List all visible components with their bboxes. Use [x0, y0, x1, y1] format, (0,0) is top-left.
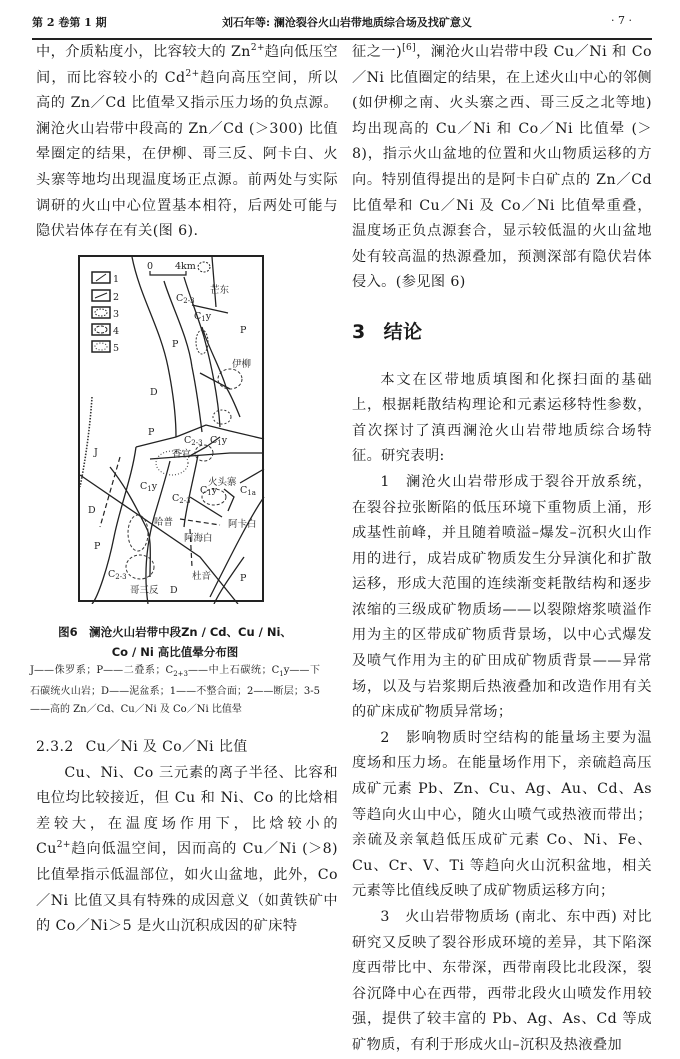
stratum-label: P [94, 541, 101, 552]
superscript: 2+ [250, 43, 265, 53]
subscript: 2+3 [173, 670, 188, 678]
stratum-label: $C_{2-3}$ [172, 493, 191, 505]
legend-number: 5 [113, 343, 120, 354]
halo-symbol-5 [95, 343, 107, 350]
place-name: 火头寨 [208, 477, 237, 488]
stratum-label: $C_{2-3}$ [184, 435, 203, 447]
legend-text-run: ——中上石碳统；C [188, 665, 280, 676]
contact-line [132, 257, 176, 437]
contact-line [210, 497, 264, 597]
stratum-label: $C_{1a}$ [240, 485, 256, 497]
caption-line-1: 图6 澜沧火山岩带中段Zn / Cd、Cu / Ni、 [58, 625, 292, 639]
legend-text-run: y——下石碳统火山岩；D——泥盆系；1——不整合面；2——断层；3-5——高的 Zn／Cd、Cu／Ni 及 Co／Ni 比值晕 [30, 665, 321, 715]
stratum-label: D [170, 585, 178, 596]
section-heading [352, 320, 652, 346]
geologic-map [80, 257, 266, 604]
citation-ref[interactable]: [6] [402, 43, 417, 53]
paragraph-zn-cd [36, 40, 338, 245]
stratum-label: $C_1y$ [210, 435, 228, 447]
inferred-fault [180, 519, 220, 525]
place-name: 阿卡白 [228, 519, 257, 530]
paragraph-continuation [352, 40, 652, 296]
halo [213, 410, 231, 424]
halo-outline [198, 262, 210, 272]
subsection-number: 2.3.2 [36, 739, 74, 755]
figure-caption [30, 622, 320, 662]
halo [196, 330, 208, 354]
text-run: ，澜沧火山岩带中段 Cu／Ni 和 Co／Ni 比值圈定的结果，在上述火山中心的邻侧 (如伊柳之南、火头寨之西、哥三反之北等地) 均出现高的 Cu／Ni 和 Co／Ni 比值晕 (＞8)，指示火山盆地的位置和火山物质运移的方向。特别值得提出的是阿卡白矿点的 Zn／Cd 比值晕和 Cu／Ni 及 Co／Ni 比值晕重叠，温度场正负点源套合，显示较低温的火山盆地处有较高温的热源叠加，预测深部有隐伏岩体侵入。(参见图 6) [352, 44, 652, 291]
stratum-label: P [240, 573, 247, 584]
text-run: Cu、Ni、Co 三元素的离子半径、比容和电位均比较接近，但 Cu 和 Ni、Co 的比焓相差较大，在温度场作用下，比焓较小的 Cu [36, 764, 338, 858]
stratum-label: P [148, 427, 155, 438]
figure-legend-text [30, 662, 320, 719]
place-name: 阿海白 [184, 533, 213, 544]
halo [218, 369, 242, 389]
text-run: 趋向高压空间，所以高的 Zn／Cd 比值晕又指示压力场的负点源。澜沧火山岩带中段高的 Zn／Cd (＞300) 比值晕圈定的结果，在伊柳、哥三反、阿卡白、火头寨等地均出现温度场正点源。前两处与实际调研的火山中心位置基本相符，后两处可能与隐伏岩体存在有关(图 6). [36, 69, 338, 240]
contact-line [146, 461, 170, 604]
text-run: 征之一) [352, 44, 403, 60]
legend-number: 4 [113, 326, 120, 337]
contact-line [212, 257, 216, 307]
conclusion-item-2: 2 影响物质时空结构的能量场主要为温度场和压力场。在能量场作用下，亲硫趋高压成矿元素 Pb、Zn、Cu、Ag、Au、Cd、As 等趋向火山中心，随火山喷气或热液而带出；亲硫及亲氧趋低压成矿元素 Co、Ni、Fe、Cu、Cr、V、Ti 等趋向火山沉积盆地，相关元素等比值线反映了成矿物质运移方向； [352, 729, 652, 900]
geologic-lines [80, 257, 264, 604]
place-name: 伊柳 [232, 359, 252, 370]
stratum-label: D [150, 387, 158, 398]
contact-line [136, 437, 176, 447]
legend-number: 1 [113, 274, 120, 285]
subsection-heading [36, 735, 338, 761]
stratum-label: $C_1y$ [140, 481, 158, 493]
stratum-label: J [94, 447, 98, 458]
legend-number: 2 [113, 292, 120, 303]
journal-volume: 第 2 卷第 1 期 [32, 16, 107, 29]
scale-start: 0 [147, 261, 154, 272]
place-name: 杜音 [192, 571, 212, 582]
conclusion-intro: 本文在区带地质填图和化探扫面的基础上，根据耗散结构理论和元素运移特性参数，首次探讨了滇西澜沧火山岩带地质综合场特征。研究表明: [352, 371, 652, 465]
left-column-lower [36, 727, 338, 940]
stratum-label: $C_1y$ [194, 311, 212, 323]
strata-labels [88, 293, 256, 596]
stratum-label: $C_{2-3}$ [176, 293, 195, 305]
text-run: 趋向低温空间，因而高的 Cu／Ni (＞8) 比值晕指示低温部位，如火山盆地，此外，Co／Ni 比值又具有特殊的成因意义（如黄铁矿中的 Co／Ni＞5 是火山沉积成因的矿床特 [36, 841, 338, 935]
legend-text-run: J——侏罗系；P——二叠系；C [30, 665, 174, 676]
place-name: 哥三反 [130, 585, 159, 596]
place-name: 哈普 [154, 517, 174, 528]
place-name: 香官 [172, 449, 192, 460]
superscript: 2+ [56, 840, 71, 851]
legend-number: 3 [113, 309, 120, 320]
figure-6-map [78, 255, 264, 602]
page-number: · 7 · [611, 14, 632, 27]
dashed-faults [100, 457, 220, 567]
right-column [352, 40, 652, 1059]
scale-bar [147, 261, 210, 275]
conclusion-item-3: 3 火山岩带物质场 (南北、东中西) 对比研究又反映了裂谷形成环境的差异，其下陷深度西带比中、东带深，西带南段比北段深，裂谷沉降中心在西带，西带北段火山喷发作用较强，提供了较丰富的 Pb、Ag、As、Cd 等成矿物质，有利于形成火山–沉积及热液叠加 [352, 909, 652, 1053]
stratum-label: P [240, 325, 247, 336]
text-run: 趋向低压空间，而比容较小的 Cd [36, 44, 338, 86]
subscript: 1 [279, 670, 284, 678]
map-legend [92, 272, 110, 352]
halo [128, 515, 148, 551]
halo-symbol-4 [95, 326, 107, 333]
paragraph-cu-ni [36, 761, 338, 940]
fault-symbol [95, 293, 107, 298]
subsection-title: Cu／Ni 及 Co／Ni 比值 [85, 739, 248, 755]
superscript: 2+ [185, 68, 200, 79]
stratum-label: P [172, 339, 179, 350]
fault-line [190, 497, 222, 517]
stratum-label: $C_{2-3}$ [108, 569, 127, 581]
halo-symbol-3 [95, 309, 107, 316]
left-column [36, 40, 338, 245]
stratum-label: D [88, 505, 96, 516]
fault-line [240, 469, 264, 483]
section-title: 结论 [383, 320, 423, 343]
caption-line-2: Co / Ni 高比值晕分布图 [111, 645, 239, 659]
contact-line [184, 455, 198, 527]
section-number: 3 [352, 320, 366, 343]
unconformity-line [80, 397, 92, 487]
place-name: 芒东 [210, 285, 230, 296]
scale-end: 4km [175, 261, 196, 272]
conclusion-item-1: 1 澜沧火山岩带形成于裂谷开放系统，在裂谷拉张断陷的低压环境下重物质上涌，形成基性前峰，并且随着喷溢–爆发–沉积火山作用的进行，成岩成矿物质发生分异演化和扩散运移，形成大范围的连续渐变耗散结构和逐步浓缩的三级成矿物质场——以裂隙熔浆喷溢作用为主的区带成矿物质背景场，以中心式爆发及喷气作用为主的矿田成矿物质背景——异常场，以及与岩浆期后热液叠加和改造作用有关的矿床成矿物质异常场； [352, 473, 652, 721]
running-title: 刘石年等: 澜沧裂谷火山岩带地质综合场及找矿意义 [222, 16, 472, 29]
fault-line [150, 453, 264, 459]
stratum-label: $C_1y$ [200, 485, 218, 497]
unconformity-symbol [96, 274, 106, 281]
text-run: 中，介质粘度小，比容较大的 Zn [36, 44, 251, 60]
running-header [32, 14, 656, 32]
legend-numbers [113, 274, 119, 354]
